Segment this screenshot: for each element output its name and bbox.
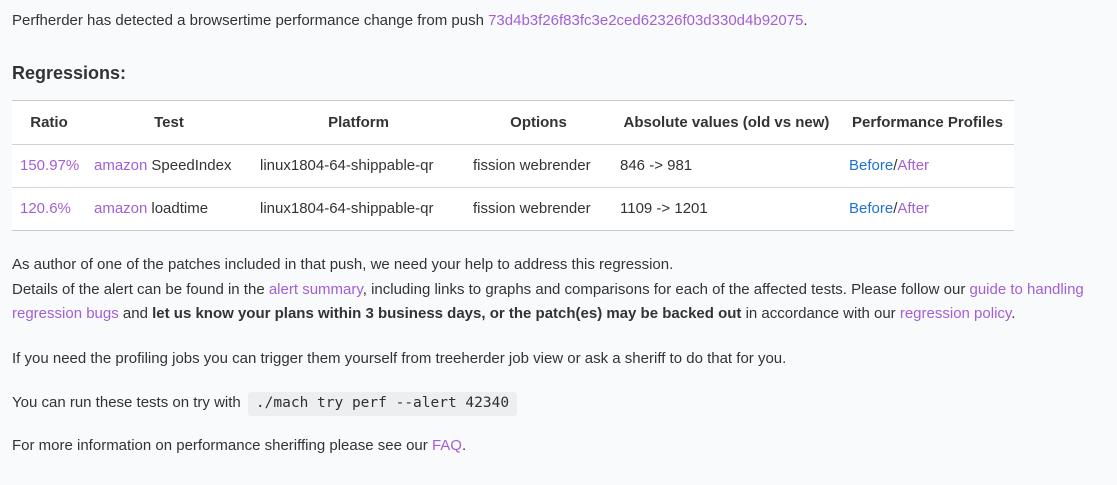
faq-text: For more information on performance sheriffing please see our — [12, 436, 432, 454]
details-middle: , including links to graphs and comparisons for each of the affected tests. Please follow our — [362, 280, 970, 298]
absolute-values-cell: 846 -> 981 — [612, 145, 841, 188]
test-name: SpeedIndex — [151, 157, 232, 174]
faq-paragraph — [12, 434, 1102, 458]
column-header-options: Options — [465, 101, 612, 145]
profiles-separator: / — [893, 200, 898, 217]
test-cell — [86, 188, 252, 231]
column-header-absolute-values: Absolute values (old vs new) — [612, 101, 841, 145]
before-profile-link[interactable]: Before — [849, 200, 894, 217]
column-header-performance-profiles: Performance Profiles — [841, 101, 1014, 145]
platform-cell: linux1804-64-shippable-qr — [252, 145, 465, 188]
options-cell: fission webrender — [465, 145, 612, 188]
profiles-cell — [841, 145, 1014, 188]
column-header-test: Test — [86, 101, 252, 145]
regressions-heading: Regressions: — [12, 63, 127, 83]
profiling-paragraph: If you need the profiling jobs you can trigger them yourself from treeherder job view or ask a sheriff to do that for you. — [12, 349, 787, 367]
column-header-ratio: Ratio — [12, 101, 86, 145]
table-header-row — [12, 101, 1014, 145]
ratio-link[interactable]: 150.97% — [20, 157, 80, 174]
author-period: . — [1011, 305, 1016, 322]
ratio-link[interactable]: 120.6% — [20, 200, 71, 217]
profiles-cell — [841, 188, 1014, 231]
intro-paragraph — [12, 9, 1102, 33]
intro-text: Perfherder has detected a browsertime performance change from push — [12, 12, 489, 29]
ratio-cell — [12, 188, 86, 231]
regression-guide-link[interactable]: guide to handling regression bugs — [12, 280, 1084, 322]
ratio-cell — [12, 145, 86, 188]
profiles-separator: / — [893, 157, 898, 174]
test-cell — [86, 145, 252, 188]
mach-try-command-code: ./mach try perf --alert 42340 — [248, 392, 517, 416]
after-profile-link[interactable]: After — [897, 200, 930, 217]
before-profile-link[interactable]: Before — [849, 157, 894, 174]
column-header-platform: Platform — [252, 101, 465, 145]
regression-row — [12, 145, 1014, 188]
absolute-values-cell: 1109 -> 1201 — [612, 188, 841, 231]
test-name: loadtime — [151, 200, 209, 217]
alert-summary-link[interactable]: alert summary — [268, 280, 363, 298]
regression-policy-link[interactable]: regression policy — [899, 305, 1012, 322]
author-line1: As author of one of the patches included in that push, we need your help to address this regression. — [12, 256, 674, 273]
push-hash-link[interactable]: 73d4b3f26f83fc3e2ced62326f03d330d4b92075 — [488, 12, 804, 29]
after-profile-link[interactable]: After — [897, 157, 930, 174]
author-paragraph — [12, 253, 1102, 327]
and-text: and — [118, 305, 153, 322]
try-paragraph — [12, 391, 1102, 416]
try-text: You can run these tests on try with — [12, 393, 245, 411]
regressions-table — [12, 100, 1014, 231]
backout-warning-text: let us know your plans within 3 business days, or the patch(es) may be backed out — [152, 305, 742, 322]
comment-body — [0, 9, 1117, 458]
options-cell: fission webrender — [465, 188, 612, 231]
accordance-text: in accordance with our — [741, 305, 900, 322]
suite-link[interactable]: amazon — [94, 157, 148, 174]
regression-row — [12, 188, 1014, 231]
suite-link[interactable]: amazon — [94, 200, 148, 217]
platform-cell: linux1804-64-shippable-qr — [252, 188, 465, 231]
intro-suffix: . — [803, 12, 808, 29]
faq-link[interactable]: FAQ — [431, 436, 462, 454]
details-prefix: Details of the alert can be found in the — [12, 280, 269, 298]
faq-suffix: . — [461, 436, 467, 454]
